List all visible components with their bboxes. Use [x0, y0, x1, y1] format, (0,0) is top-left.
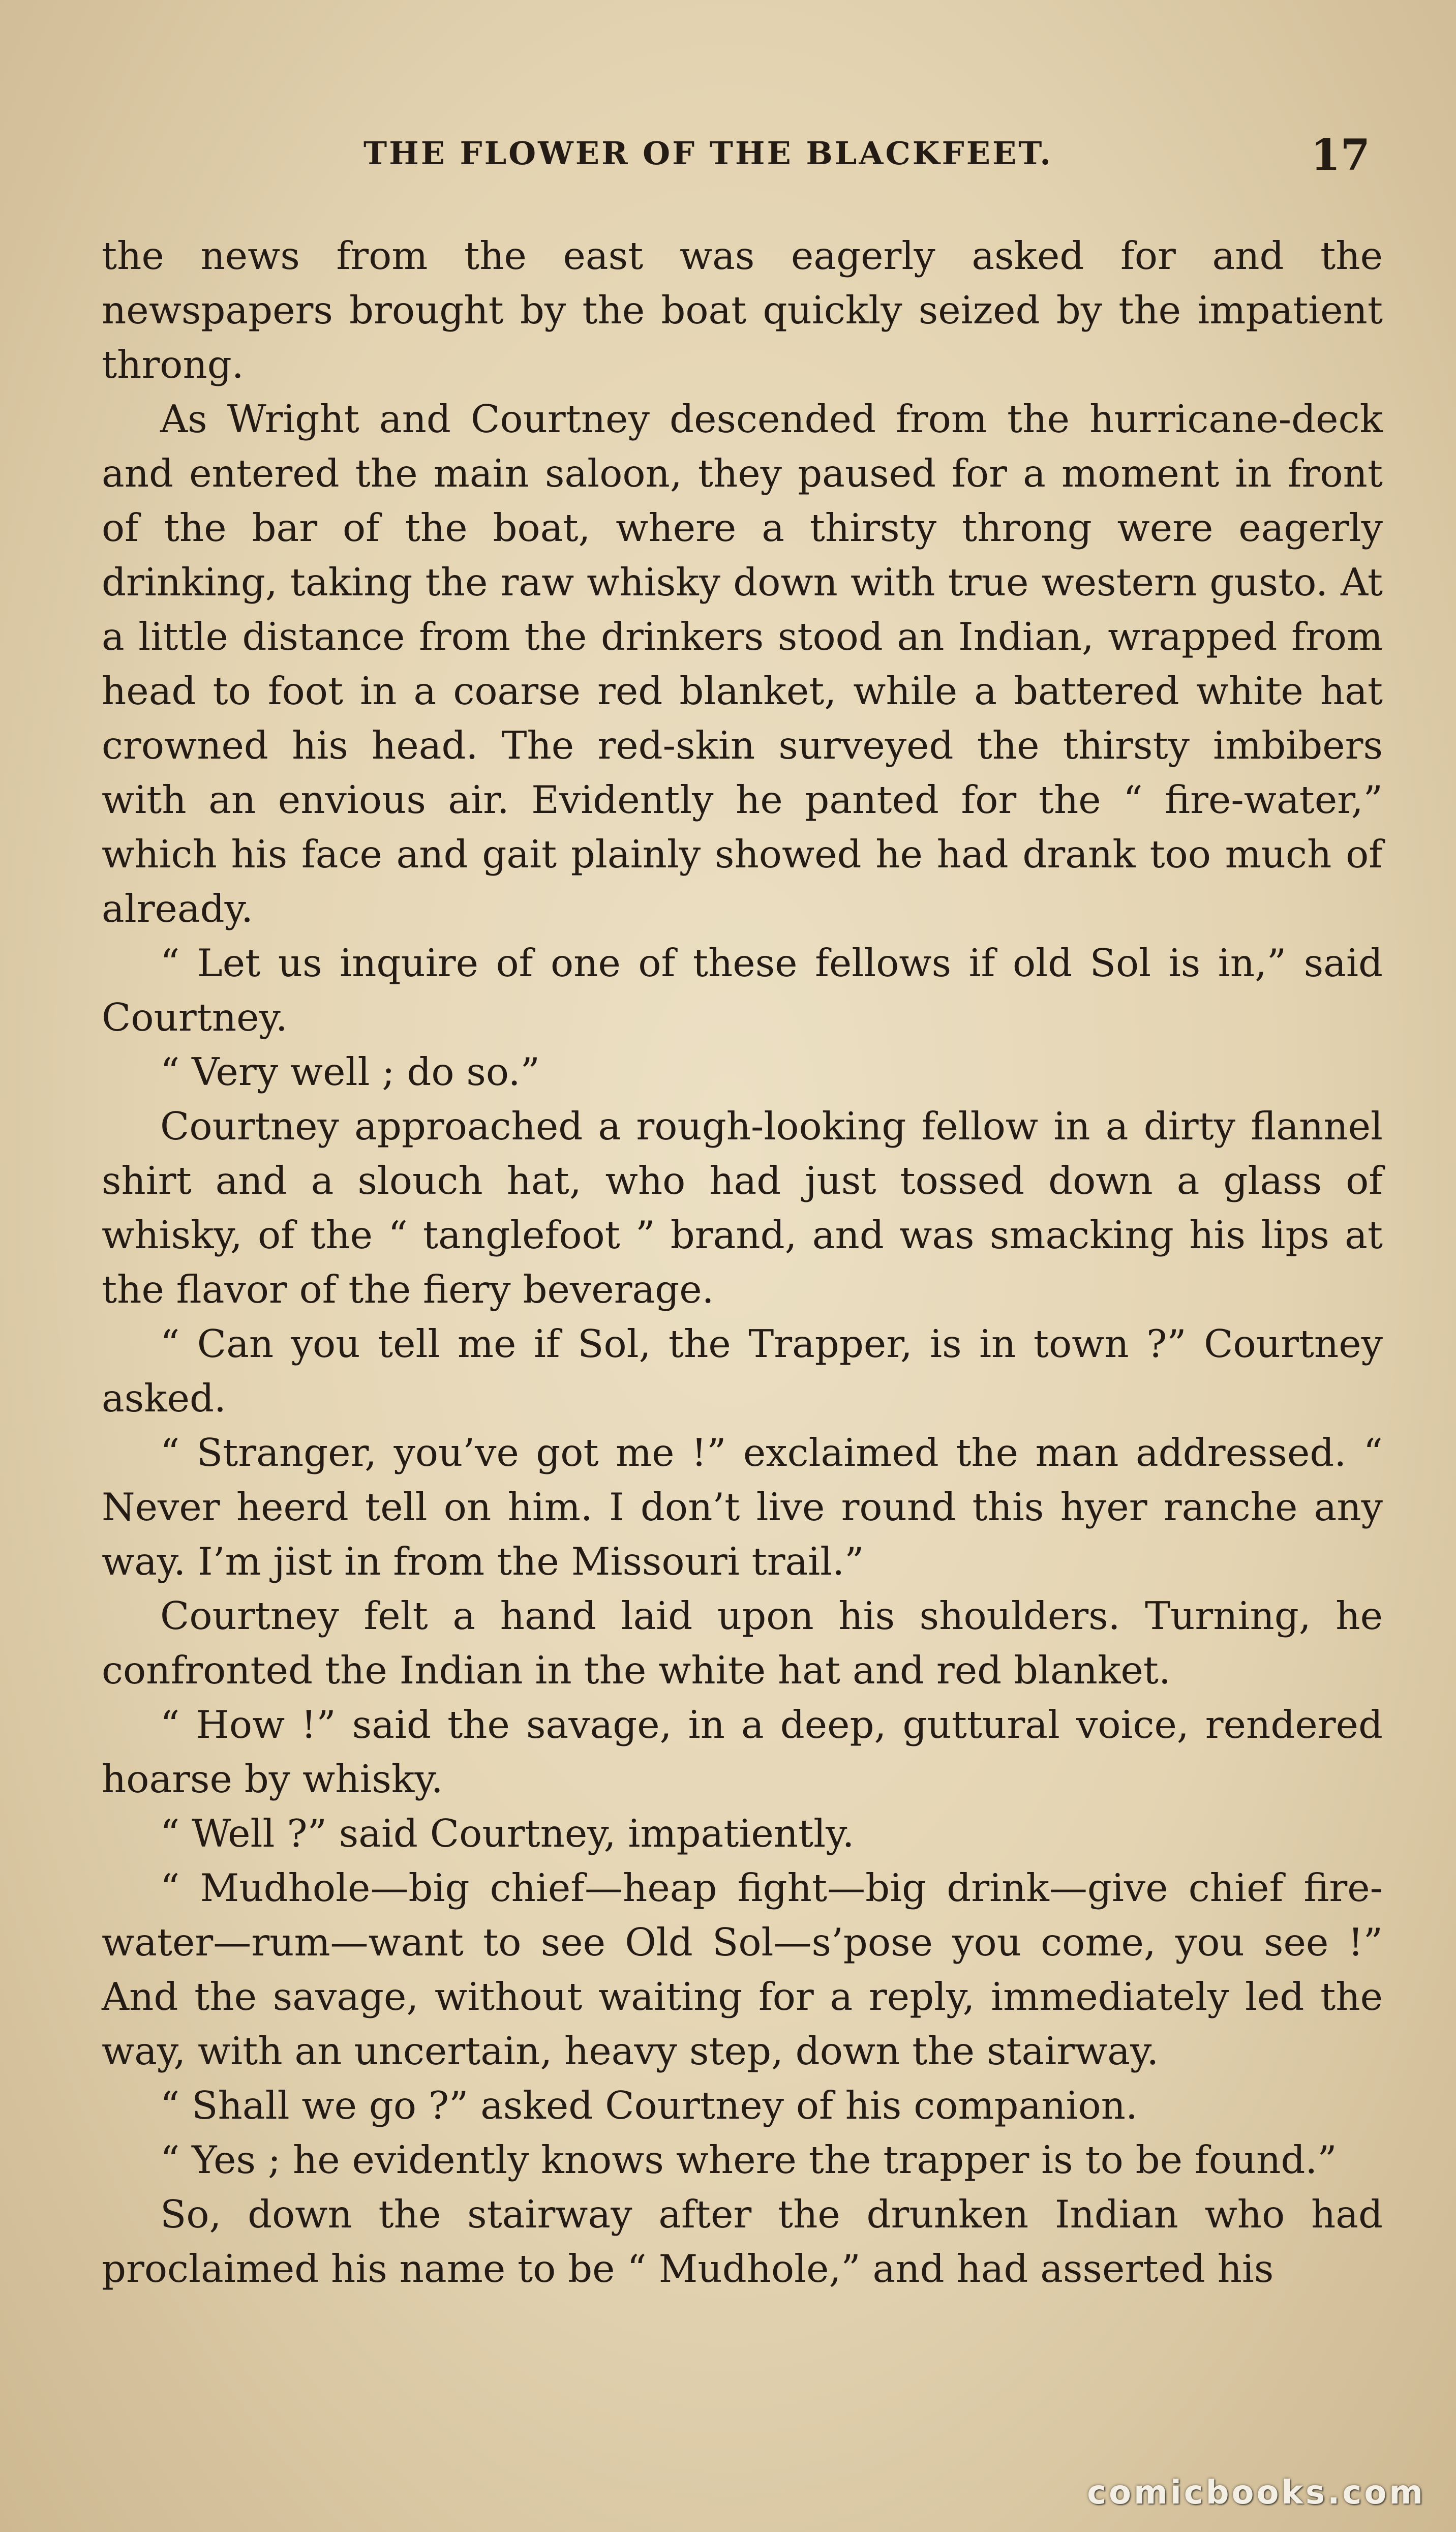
page-number: 17 — [1311, 130, 1370, 180]
paragraph: So, down the stairway after the drunken Indian who had proclaimed his name to be “ Mudhole,” and had asserted his — [102, 2192, 1383, 2291]
paragraph: “ Very well ; do so.” — [160, 1049, 540, 1094]
paragraph: “ Yes ; he evidently knows where the trapper is to be found.” — [160, 2137, 1337, 2182]
paragraph: the news from the east was eagerly asked for and the newspapers brought by the boat quickly seized by the impatient throng. — [102, 233, 1383, 387]
page-header — [99, 130, 1370, 186]
paragraph: “ Shall we go ?” asked Courtney of his companion. — [160, 2083, 1138, 2128]
paragraph: “ Can you tell me if Sol, the Trapper, is in town ?” Courtney asked. — [102, 1321, 1383, 1421]
paragraph: “ How !” said the savage, in a deep, guttural voice, rendered hoarse by whisky. — [102, 1702, 1383, 1801]
running-head: THE FLOWER OF THE BLACKFEET. — [363, 135, 1053, 172]
paragraph: “ Let us inquire of one of these fellows if old Sol is in,” said Courtney. — [102, 941, 1383, 1040]
paragraph: “ Well ?” said Courtney, impatiently. — [160, 1811, 855, 1856]
paragraph: As Wright and Courtney descended from the hurricane-deck and entered the main saloon, they paused for a moment in front of the bar of the boat, where a thirsty throng were eagerly drinking, taking the raw whisky down with true western gusto. At a little distance from the drinkers stood an Indian, wrapped from head to foot in a coarse red blanket, while a battered white hat crowned his head. The red-skin surveyed the thirsty imbibers with an envious air. Evidently he panted for the “ fire-water,” which his face and gait plainly showed he had drank too much of already. — [102, 397, 1383, 931]
body-text — [102, 229, 1383, 2296]
paragraph: “ Stranger, you’ve got me !” exclaimed the man addressed. “ Never heerd tell on him. I don’t live round this hyer ranche any way. I’m jist in from the Missouri trail.” — [102, 1430, 1383, 1584]
paragraph: Courtney felt a hand laid upon his shoulders. Turning, he confronted the Indian in the white hat and red blanket. — [102, 1593, 1383, 1693]
paragraph: Courtney approached a rough-looking fellow in a dirty flannel shirt and a slouch hat, who had just tossed down a glass of whisky, of the “ tanglefoot ” brand, and was smacking his lips at the flavor of the fiery beverage. — [102, 1104, 1383, 1312]
watermark: comicbooks.com — [1087, 2474, 1425, 2512]
paragraph: “ Mudhole—big chief—heap fight—big drink—give chief fire-water—rum—want to see Old Sol—s’pose you come, you see !” And the savage, without waiting for a reply, immediately led the way, with an uncertain, heavy step, down the stairway. — [102, 1865, 1383, 2073]
